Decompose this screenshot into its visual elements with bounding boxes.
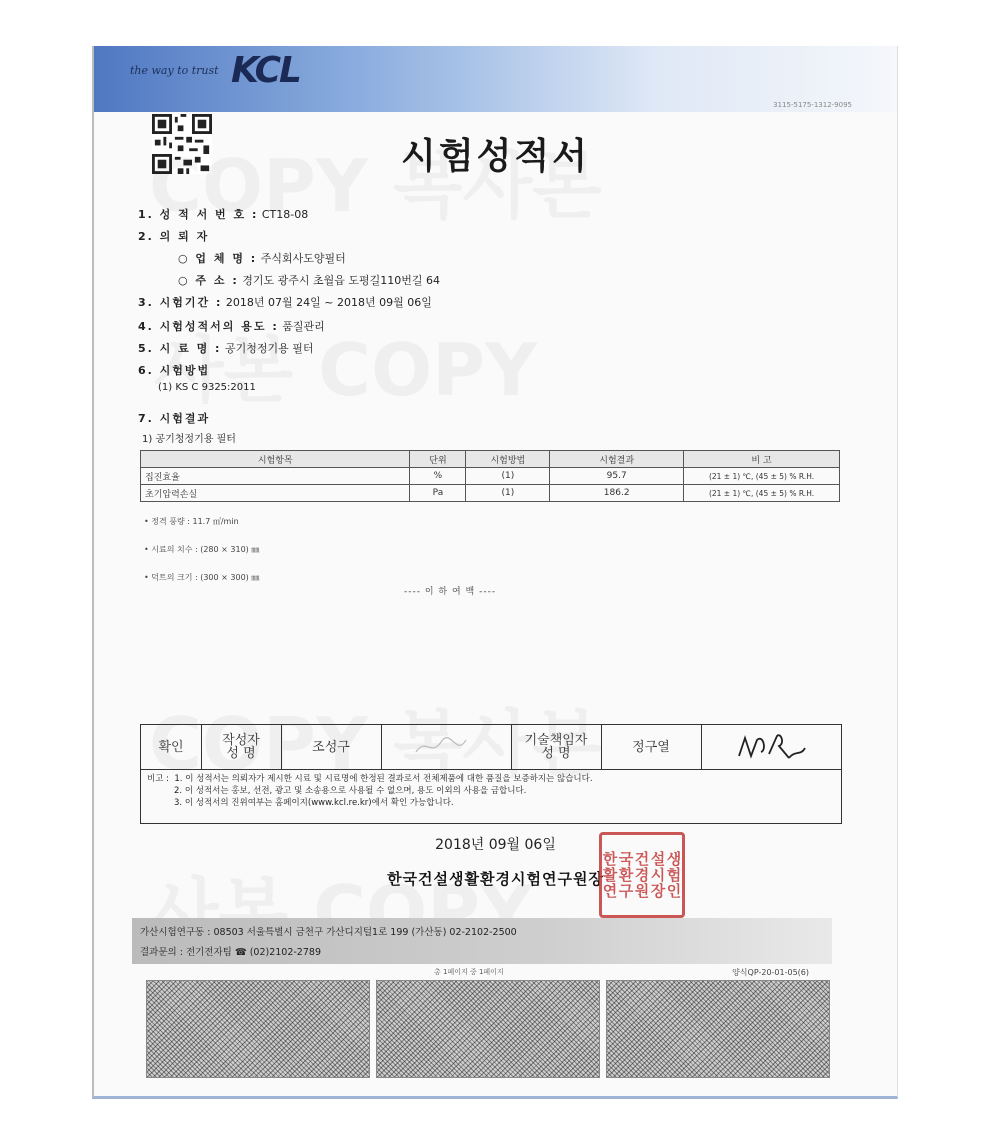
logo-tagline: the way to trust: [130, 64, 219, 77]
footer-contact: 결과문의 : 전기전자팀 ☎ (02)2102-2789: [140, 947, 321, 958]
seal-char: 장: [650, 882, 666, 900]
requester-label: 2. 의 뢰 자: [138, 230, 210, 243]
official-seal: [599, 832, 685, 918]
cell-test-item: 초기압력손실: [141, 485, 410, 502]
header-remark: 비 고: [684, 451, 840, 468]
cell-method: (1): [466, 485, 550, 502]
table-header-row: [141, 451, 840, 468]
security-pattern: [146, 980, 370, 1078]
tech-label: 기술책임자 성 명: [511, 725, 602, 769]
author-label: 작성자 성 명: [201, 725, 282, 769]
results-table: [140, 450, 840, 502]
cell-remark: (21 ± 1) ℃, (45 ± 5) % R.H.: [684, 468, 840, 485]
seal-char: 건: [634, 850, 650, 868]
remark-1: 비고 : 1. 이 성적서는 의뢰자가 제시한 시료 및 시료명에 한정된 결과로서 전체제품에 대한 품질을 보증하지는 않습니다.: [147, 774, 593, 784]
remarks-block: [147, 773, 593, 809]
seal-char: 설: [650, 850, 666, 868]
cell-remark: (21 ± 1) ℃, (45 ± 5) % R.H.: [684, 485, 840, 502]
footer-address: 가산시험연구동 : 08503 서울특별시 금천구 가산디지털1로 199 (가산동) 02-2102-2500: [140, 927, 517, 938]
header-unit: 단위: [410, 451, 466, 468]
note-airflow: • 정격 풍량 : 11.7 ㎥/min: [144, 517, 239, 526]
cert-no-row: [138, 206, 308, 222]
address-value: 경기도 광주시 초월읍 도평길110번길 64: [242, 274, 440, 287]
footer-bar: [132, 918, 832, 964]
author-signature-mark: [411, 732, 481, 762]
kcl-logo: KCL: [231, 50, 300, 91]
signature-box: [140, 724, 842, 824]
sample-value: 공기청정기용 필터: [224, 342, 314, 355]
period-value: 2018년 07월 24일 ~ 2018년 09월 06일: [225, 296, 432, 309]
signature-row: [141, 725, 841, 770]
certificate-page: [92, 46, 898, 1099]
company-value: 주식회사도양필터: [260, 252, 346, 265]
seal-char: 구: [618, 882, 634, 900]
requester-row: [138, 228, 209, 244]
results-row: [138, 410, 210, 426]
seal-char: 험: [666, 866, 682, 884]
cert-no-value: CT18-08: [261, 208, 309, 221]
remark-2: 2. 이 성적서는 홍보, 선전, 광고 및 소송용으로 사용될 수 없으며, 용도 이외의 사용을 금합니다.: [147, 786, 527, 796]
header-result: 시험결과: [550, 451, 684, 468]
seal-char: 국: [618, 850, 634, 868]
sample-label: 5. 시 료 명 :: [138, 342, 222, 355]
header-test-item: 시험항목: [141, 451, 410, 468]
blank-marker: ---- 이 하 여 백 ----: [404, 587, 497, 597]
issue-date: 2018년 09월 06일: [435, 837, 556, 853]
seal-char: 한: [602, 850, 618, 868]
cell-test-item: 집진효율: [141, 468, 410, 485]
cell-result: 186.2: [550, 485, 684, 502]
table-row: [141, 485, 840, 502]
period-label: 3. 시험기간 :: [138, 296, 223, 309]
results-subtitle: 1) 공기청정기용 필터: [142, 434, 236, 445]
seal-char: 환: [618, 866, 634, 884]
institute-name: 한국건설생활환경시험연구원장: [387, 870, 604, 888]
method-label: 6. 시험방법: [138, 364, 211, 377]
seal-char: 생: [666, 850, 682, 868]
cert-no-label: 1. 성 적 서 번 호 :: [138, 208, 259, 221]
cell-unit: Pa: [410, 485, 466, 502]
seal-char: 연: [602, 882, 618, 900]
sample-row: [138, 340, 313, 356]
cell-unit: %: [410, 468, 466, 485]
cell-method: (1): [466, 468, 550, 485]
author-signature: [381, 725, 512, 769]
note-sample-size: • 시료의 치수 : (280 × 310) ㎜: [144, 545, 260, 554]
form-number: 양식QP-20-01-05(6): [732, 968, 809, 977]
header-method: 시험방법: [466, 451, 550, 468]
address-row: [178, 272, 440, 288]
seal-char: 시: [650, 866, 666, 884]
method-value: (1) KS C 9325:2011: [158, 382, 256, 393]
document-title: 시험성적서: [401, 136, 590, 177]
page-count: 총 1페이지 중 1페이지: [434, 968, 504, 976]
company-label: ○ 업 체 명 :: [178, 252, 258, 265]
purpose-label: 4. 시험성적서의 용도 :: [138, 320, 279, 333]
purpose-value: 품질관리: [282, 320, 325, 333]
results-label: 7. 시험결과: [138, 412, 211, 425]
purpose-row: [138, 318, 325, 334]
tech-signature-mark: [731, 730, 811, 764]
seal-char: 경: [634, 866, 650, 884]
address-label: ○ 주 소 :: [178, 274, 239, 287]
security-pattern: [376, 980, 600, 1078]
confirm-label: 확인: [141, 725, 202, 769]
seal-char: 원: [634, 882, 650, 900]
method-row: [138, 362, 210, 378]
remark-3: 3. 이 성적서의 진위여부는 홈페이지(www.kcl.re.kr)에서 확인 가능합니다.: [147, 798, 454, 808]
company-row: [178, 250, 346, 266]
tech-signature: [701, 725, 841, 769]
tech-name: 정구열: [601, 725, 702, 769]
seal-char: 인: [666, 882, 682, 900]
security-pattern: [606, 980, 830, 1078]
table-row: [141, 468, 840, 485]
period-row: [138, 294, 432, 310]
author-name: 조성구: [281, 725, 382, 769]
note-duct-size: • 덕트의 크기 : (300 × 300) ㎜: [144, 573, 260, 582]
cell-result: 95.7: [550, 468, 684, 485]
seal-char: 활: [602, 866, 618, 884]
document-serial: 3115-5175-1312-9095: [773, 101, 852, 109]
